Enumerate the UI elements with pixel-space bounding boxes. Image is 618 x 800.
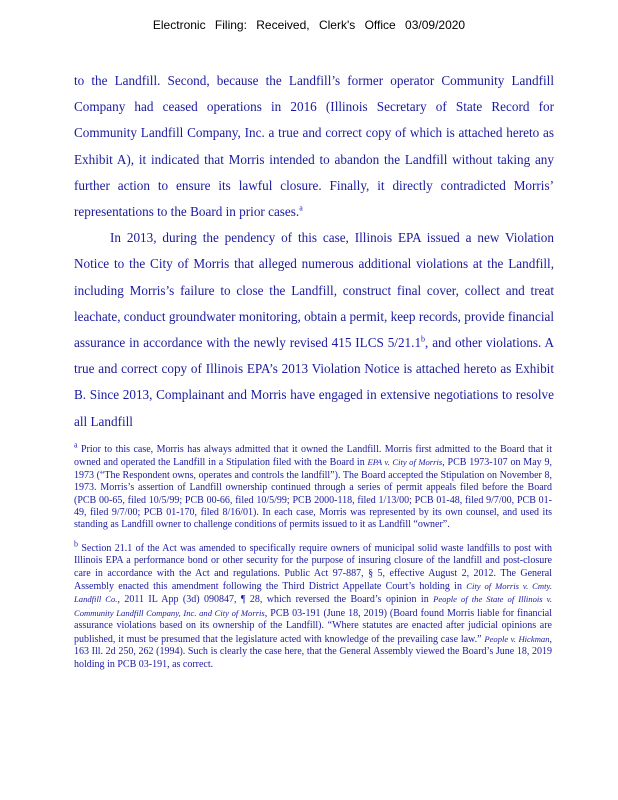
footnote-ref-b: b (421, 334, 426, 344)
footnote-b-text-4: , 163 Ill. 2d 250, 262 (1994). Such is clearly the case here, that the General Assembly viewed the Board’s June 18, 2019 holding in PCB 03-191, as correct. (74, 633, 552, 670)
footnote-ref-a: a (299, 203, 303, 213)
footnote-b-text-1: Section 21.1 of the Act was amended to specifically require owners of municipal solid waste landfills to post with Illinois EPA a performance bond or other security for the purpose of insuring closure of the landfill and post-closure care in accordance with the Act and regulations. Public Act 97-887, § 5, effective August 2, 2012. The General Assembly enacted this amendment following the Third District Appellate Court’s holding in (74, 542, 552, 593)
footnote-b-text-2: , 2011 IL App (3d) 090847, ¶ 28, which reversed the Board’s opinion in (117, 594, 434, 606)
footnote-a-citation: EPA v. City of Morris (367, 457, 443, 468)
footnote-b-mark: b (74, 539, 78, 549)
paragraph-2-text-start: In 2013, during the pendency of this case, Illinois EPA issued a new Violation Notice to the City of Morris that alleged numerous additional violations at the Landfill, including Morris’s failure to close the Landfill, construct final cover, collect and treat leachate, conduct groundwater monitoring, obtain a permit, keep records, provide financial assurance in accordance with the newly revised 415 ILCS 5/21.1 (74, 230, 554, 351)
footnote-a (74, 440, 552, 532)
paragraph-2-text-end: , and other violations. A true and correct copy of Illinois EPA’s 2013 Violation Notice is attached hereto as Exhibit B. Since 2013, Complainant and Morris have engaged in extensive negotiations to resolve all Landfill (74, 335, 554, 429)
footnote-a-mark: a (74, 440, 78, 450)
document-body (74, 68, 554, 435)
footnote-b (74, 539, 552, 671)
paragraph-1-text: to the Landfill. Second, because the Landfill’s former operator Community Landfill Company had ceased operations in 2016 (Illinois Secretary of State Record for Community Landfill Company, Inc. a true and correct copy of which is attached hereto as Exhibit A), it indicated that Morris intended to abandon the Landfill without taking any further action to ensure its lawful closure. Finally, it directly contradicted Morris’ representations to the Board in prior cases. (74, 73, 554, 220)
footnote-b-citation-1: City of Morris v. Cmty. Landfill Co. (74, 581, 552, 605)
footnote-b-text-3: , PCB 03-191 (June 18, 2019) (Board found Morris liable for financial assurance violations based on its ownership of the Landfill). “Where statutes are enacted after judicial opinions are published, it must be presumed that the legislature acted with knowledge of the prevailing case law.” (74, 607, 552, 645)
footnotes (74, 440, 552, 682)
footnote-b-citation-2: People of the State of Illinois v. Community Landfill Company, Inc. and City of Morris (74, 594, 552, 618)
paragraph-1 (74, 68, 554, 225)
footnote-a-text-1: Prior to this case, Morris has always admitted that it owned the Landfill. Morris first admitted to the Board that it owned and operated the Landfill in a Stipulation filed with the Board in (74, 444, 552, 469)
footnote-b-citation-3: People v. Hickman (484, 633, 550, 644)
paragraph-2 (74, 225, 554, 435)
filing-stamp-header: Electronic Filing: Received, Clerk's Office 03/09/2020 (152, 18, 466, 32)
footnote-a-text-2: , PCB 1973-107 on May 9, 1973 (“The Respondent owns, operates and controls the landfill”). The Board accepted the Stipulation on November 8, 1973. Morris’s assertion of Landfill ownership continued through a series of permit appeals filed before the Board (PCB 00-65, filed 10/5/99; PCB 00-66, filed 10/5/99; PCB 2000-118, filed 1/13/00; PCB 01-48, filed 9/7/00, PCB 01-49, filed 9/7/00; PCB 01-170, filed 8/16/01). In each case, Morris was represented by its own counsel, and used its standing as Landfill owner to challenge conditions of permits issued to it as Landfill “owner”. (74, 457, 552, 531)
